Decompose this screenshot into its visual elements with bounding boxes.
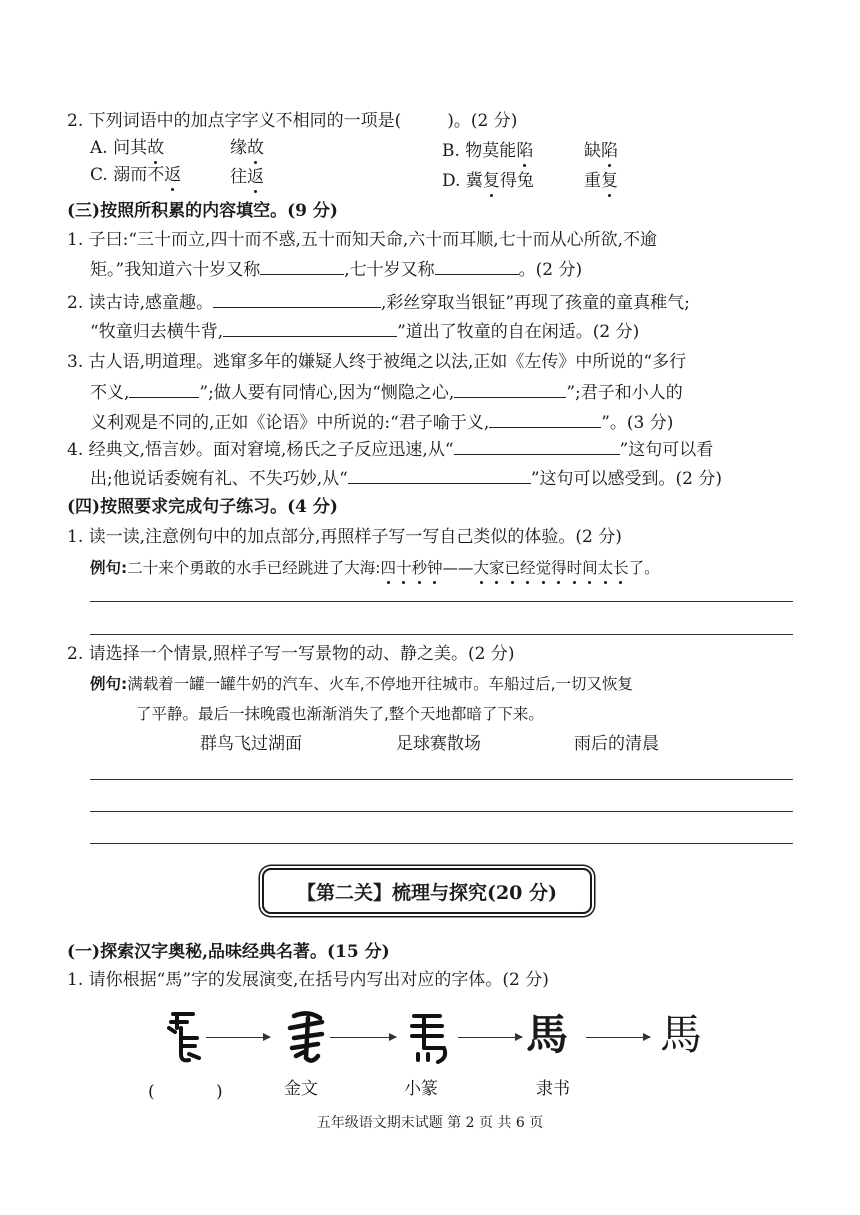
dotted-char: 得 [551,559,567,577]
blank-sixty[interactable] [260,258,344,275]
option-a-pair: 缘故 [230,138,264,158]
section-3-title: (三)按照所积累的内容填空。(9 分) [67,201,338,221]
blank-ceyin[interactable] [454,381,566,398]
option-b: B. 物莫能陷 [442,141,534,161]
caption-lishu: 隶书 [536,1079,570,1099]
s4-q2-example-line2: 了平静。最后一抹晚霞也渐渐消失了,整个天地都暗了下来。 [136,705,544,723]
s3-q2-line1: 2. 读古诗,感童趣。 ,彩丝穿取当银钲”再现了孩童的童真稚气; [67,293,690,313]
blank-paren-open: ( [148,1082,155,1102]
s3-q1-line2: 矩。”我知道六十岁又称 ,七十岁又称 。(2 分) [90,260,583,280]
caption-xiaozhuan: 小篆 [404,1079,438,1099]
option-d: D. 冀复得兔 [442,171,534,191]
regular-script-glyph: 馬 [660,1010,703,1059]
option-d-pair: 重复 [584,171,618,191]
blank-paren-close: ) [216,1082,223,1102]
section-4-title: (四)按照要求完成句子练习。(4 分) [67,497,338,517]
s3-q1-line1: 1. 子曰:“三十而立,四十而不惑,五十而知天命,六十而耳顺,七十而从心所欲,不逾 [67,230,658,250]
dotted-char: 长 [613,559,629,577]
scene-choice: 足球赛散场 [396,734,481,754]
seal-script-glyph [404,1008,454,1077]
arrow-right-icon [330,1037,396,1038]
option-b-pair: 缺陷 [584,141,618,161]
dotted-char: 十 [395,559,412,577]
scene-choice: 群鸟飞过湖面 [200,734,302,754]
s4-q1-text: 1. 读一读,注意例句中的加点部分,再照样子写一写自己类似的体验。(2 分) [67,527,622,547]
blank-poem1[interactable] [213,291,381,308]
blank-seventy[interactable] [435,258,519,275]
dotted-char: 四 [380,559,396,577]
part2-q1-text: 1. 请你根据“馬”字的发展演变,在括号内写出对应的字体。(2 分) [67,970,549,990]
dotted-char: 家 [489,559,505,577]
dotted-char: 太 [597,559,614,577]
caption-jinwen: 金文 [284,1079,318,1099]
s4-q1-example: 例句:二十来个勇敢的水手已经跳进了大海:四十秒钟——大家已经觉得时间太长了。 [90,559,660,577]
dotted-char: 觉 [535,559,552,577]
blank-lunyu[interactable] [489,411,601,428]
blank-yang1[interactable] [454,438,620,455]
blank-yang2[interactable] [348,467,531,484]
answer-line[interactable] [90,843,793,844]
s3-q4-line2: 出;他说话委婉有礼、不失巧妙,从“ ”这句可以感受到。(2 分) [90,469,723,489]
scene-choice: 雨后的清晨 [574,734,659,754]
s3-q3-line1: 3. 古人语,明道理。逃窜多年的嫌疑人终于被绳之以法,正如《左传》中所说的“多行 [67,352,687,372]
s4-q2-example-line1: 例句:满载着一罐一罐牛奶的汽车、火车,不停地开往城市。车船过后,一切又恢复 [90,675,634,693]
arrow-right-icon [586,1037,650,1038]
part2-section-title: (一)探索汉字奥秘,品味经典名著。(15 分) [67,942,390,962]
s3-q2-line2: “牧童归去横牛背, ”道出了牧童的自在闲适。(2 分) [90,322,640,342]
answer-line[interactable] [90,779,793,780]
dotted-phrase-2 [474,559,629,577]
dotted-char: 经 [520,559,536,577]
dotted-char: 已 [504,559,521,577]
option-a: A. 问其故 [90,138,165,158]
answer-line[interactable] [90,811,793,812]
dotted-char: 大 [473,559,490,577]
question-2-stem: 2. 下列词语中的加点字字义不相同的一项是( )。(2 分) [67,111,518,131]
option-c-pair: 往返 [230,167,264,187]
answer-line[interactable] [90,601,793,602]
s3-q3-line2: 不义, ”;做人要有同情心,因为“恻隐之心, ”;君子和小人的 [90,383,683,403]
dotted-char: 间 [582,559,598,577]
dotted-char: 时 [566,559,583,577]
blank-poem2[interactable] [223,320,397,337]
part-2-banner: 【第二关】梳理与探究(20 分) [262,868,592,914]
arrow-right-icon [458,1037,522,1038]
dotted-char: 秒 [411,559,427,577]
bronze-glyph [282,1008,332,1077]
dotted-char: 钟 [426,559,443,577]
dotted-phrase-1 [380,559,442,577]
clerical-script-glyph: 馬 [526,1010,569,1059]
s3-q3-line3: 义利观是不同的,正如《论语》中所说的:“君子喻于义, ”。(3 分) [90,413,674,433]
s4-q2-text: 2. 请选择一个情景,照样子写一写景物的动、静之美。(2 分) [67,644,515,664]
page-footer: 五年级语文期末试题 第 2 页 共 6 页 [316,1115,544,1131]
oracle-bone-glyph [163,1008,209,1077]
answer-line[interactable] [90,634,793,635]
s3-q4-line1: 4. 经典文,悟言妙。面对窘境,杨氏之子反应迅速,从“ ”这句可以看 [67,440,714,460]
blank-zuozhuan[interactable] [129,381,199,398]
arrow-right-icon [206,1037,270,1038]
option-c: C. 溺而不返 [90,165,182,185]
